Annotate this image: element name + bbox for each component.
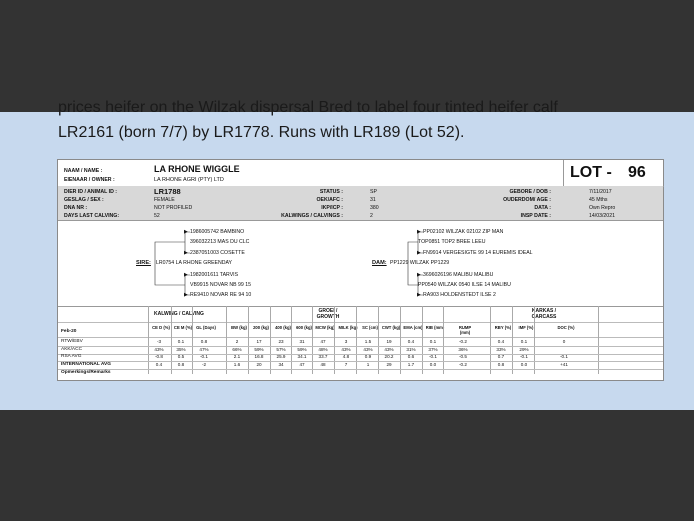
table-cell: 47 — [320, 339, 326, 344]
table-cell: 33.7 — [318, 354, 328, 359]
lot-box — [563, 160, 664, 187]
dam-sire-dam: FN9914 VERGESIGTE 99 14 EUREMIS IDEAL — [423, 250, 533, 256]
column-header: GL (Days) — [196, 325, 216, 330]
table-cell: -0.1 — [429, 354, 437, 359]
animal-id-value: LR1788 — [154, 187, 181, 196]
row-label: INTERNATIONAL AVG — [61, 361, 111, 367]
dam-sire-sire: PP02102 WILZAK 02102 ZIP MAN — [423, 229, 504, 235]
arrow-icon: ▶ — [417, 272, 421, 278]
calvings-label: KALWINGS / CALVINGS : — [281, 213, 343, 219]
pedigree — [58, 220, 663, 307]
status-label: STATUS : — [319, 189, 343, 195]
table-cell: 48% — [318, 346, 328, 352]
days-last-calving-label: DAYS LAST CALVING: — [64, 213, 120, 219]
dob-label: GEBORE / DOB : — [509, 189, 551, 195]
lot-label: LOT - — [570, 164, 612, 181]
table-cell: 0.7 — [497, 354, 505, 359]
sex-value: FEMALE — [154, 197, 175, 203]
table-cell: 0.0 — [520, 361, 528, 367]
table-cell: -0.2 — [459, 361, 467, 367]
table-cell: 0.1 — [520, 339, 528, 344]
column-header: EMA (cm) — [403, 325, 423, 330]
table-cell: 20 — [256, 361, 262, 367]
lot-number: 96 — [628, 164, 646, 181]
sire-name: LR0754 LA RHONE GREENDAY — [156, 260, 233, 266]
table-cell: -0.1 — [560, 354, 568, 359]
table-cell: 23 — [278, 339, 284, 344]
group-header: KALWING / CALVING — [154, 311, 204, 317]
table-cell: 2.1 — [233, 354, 241, 359]
table-cell: 0.6 — [407, 354, 415, 359]
owner-label: EIENAAR / OWNER : — [64, 177, 115, 183]
table-col-rule — [378, 306, 379, 374]
table-col-rule — [356, 306, 357, 374]
owner-name: LA RHONE AGRI (PTY) LTD — [154, 177, 224, 183]
table-cell: 33% — [496, 346, 506, 352]
card-header — [58, 160, 563, 187]
table-rule — [58, 369, 663, 370]
table-cell: 43% — [154, 346, 164, 352]
table-cell: 0.4 — [407, 339, 415, 344]
table-cell: 19 — [386, 339, 392, 344]
table-cell: 43% — [363, 346, 373, 352]
dam-dam-sire: 3696026196 MALIBU MALIBU — [423, 272, 494, 278]
table-cell: 0.1 — [177, 339, 185, 344]
table-cell: 1 — [366, 361, 370, 367]
top-dark-bar — [0, 0, 694, 112]
column-header: 200 (kg) — [253, 325, 269, 330]
dna-label: DNA NR : — [64, 205, 88, 211]
sire-dam: VB9915 NOVAR NB 99 15 — [190, 282, 252, 288]
arrow-icon: ▶ — [184, 292, 188, 298]
table-cell: 3 — [344, 339, 348, 344]
arrow-icon: ▶ — [417, 250, 421, 256]
table-col-rule — [422, 306, 423, 374]
sire-dam-sire: 1982001611 TARVIS — [190, 272, 239, 278]
column-header: 400 (kg) — [275, 325, 291, 330]
table-cell: -3 — [156, 339, 162, 344]
table-cell: 0.4 — [155, 361, 163, 367]
table-cell: -2 — [201, 361, 207, 367]
icp-value: 380 — [370, 205, 379, 211]
table-col-rule — [226, 306, 227, 374]
table-cell: 0.8 — [177, 361, 185, 367]
data-label: DATA : — [534, 205, 551, 211]
bottom-dark-bar — [0, 410, 694, 521]
sire-sire: 396032213 MAS DU CLC — [190, 239, 250, 245]
sire-sire-sire: 1986005742 BAMBINO — [190, 229, 245, 235]
table-cell: 29 — [386, 361, 392, 367]
column-header: CE M (%) — [173, 325, 193, 330]
dam-sire: TOP0851 TOP2 BREE LEEU — [418, 239, 486, 245]
table-col-rule — [312, 306, 313, 374]
table-col-rule — [400, 306, 401, 374]
table-col-rule — [291, 306, 292, 374]
dam-name: PP1229 WILZAK PP1229 — [390, 260, 450, 266]
table-cell: 0 — [562, 339, 566, 344]
dna-value: NOT PROFILED — [154, 205, 193, 211]
table-col-rule — [148, 306, 149, 374]
column-header: MILK (kg) — [338, 325, 358, 330]
table-cell: -0.2 — [459, 339, 467, 344]
caption-text: LR2161 (born 7/7) by LR1778. Runs with LR189 (Lot 52). — [58, 124, 465, 141]
insp-date-label: INSP DATE : — [520, 213, 551, 219]
sex-label: GESLAG / SEX : — [64, 197, 104, 203]
name-label: NAAM / NAME : — [64, 168, 103, 174]
column-header: RUMP (mm) — [458, 325, 472, 335]
table-cell: 47% — [199, 346, 209, 352]
arrow-icon: ▶ — [184, 272, 188, 278]
table-cell: -0.8 — [155, 354, 163, 359]
table-cell: 25.9 — [276, 354, 286, 359]
table-cell: 0.5 — [177, 354, 185, 359]
table-cell: 37% — [428, 346, 438, 352]
days-last-calving-value: 52 — [154, 213, 160, 219]
table-cell: 31% — [406, 346, 416, 352]
table-col-rule — [490, 306, 491, 374]
animal-details — [58, 186, 663, 221]
table-cell: -0.1 — [200, 354, 208, 359]
column-header: MCW (kg) — [315, 325, 335, 330]
status-value: SP — [370, 189, 377, 195]
table-cell: +41 — [560, 361, 568, 367]
table-cell: 29% — [519, 346, 529, 352]
table-cell: 2 — [235, 339, 239, 344]
sire-label: SIRE: — [136, 260, 151, 266]
table-cell: 0.9 — [364, 354, 372, 359]
row-label: RTW/EBV — [61, 339, 83, 344]
row-label: RSA AVG — [61, 354, 82, 359]
column-header: RIB (mm) — [425, 325, 445, 330]
table-cell: -0.5 — [459, 354, 467, 359]
table-cell: 0.8 — [497, 361, 505, 367]
arrow-icon: ▶ — [417, 229, 421, 235]
table-col-rule — [171, 306, 172, 374]
table-cell: 31 — [299, 339, 305, 344]
table-cell: 1.7 — [407, 361, 415, 367]
ebv-table — [58, 306, 663, 382]
table-cell: 0.1 — [429, 339, 437, 344]
column-header: IMF (%) — [518, 325, 534, 330]
dam-label: DAM: — [372, 260, 387, 266]
row-label: AKK/ACC — [61, 346, 83, 352]
table-col-rule — [443, 306, 444, 374]
column-header: CWT (kg) — [381, 325, 401, 330]
table-cell: 7 — [344, 361, 348, 367]
column-header: SC (cm) — [362, 325, 378, 330]
table-cell: 34.1 — [297, 354, 307, 359]
table-cell: 0.4 — [497, 339, 505, 344]
sire-sire-dam: 2387051003 COSETTE — [190, 250, 245, 256]
animal-name: LA RHONE WIGGLE — [154, 164, 240, 174]
table-cell: 48 — [320, 361, 326, 367]
cut-off-text-line: prices heifer on the Wilzak dispersal Bred to label four tinted heifer calf — [58, 99, 558, 116]
table-cell: 20.2 — [384, 354, 394, 359]
table-cell: 59% — [254, 346, 264, 352]
animal-id-label: DIER ID / ANIMAL ID : — [64, 189, 118, 195]
table-cell: -0.1 — [520, 354, 528, 359]
table-cell: 47 — [299, 361, 305, 367]
column-header: DOC (%) — [557, 325, 575, 330]
group-header: GROEI / GROWTH — [316, 308, 340, 320]
remarks-label: Opmerkings/Remarks — [61, 370, 111, 375]
table-cell: 35% — [176, 346, 186, 352]
table-col-rule — [270, 306, 271, 374]
data-value: Own Repro — [589, 205, 616, 211]
column-header: 600 (kg) — [296, 325, 312, 330]
first-col-header: Feb-20 — [61, 329, 77, 334]
table-col-rule — [598, 306, 599, 374]
table-cell: 1.5 — [364, 339, 372, 344]
column-header: CE D (%) — [152, 325, 170, 330]
table-cell: 0.8 — [200, 339, 208, 344]
table-cell: 59% — [297, 346, 307, 352]
table-cell: 43% — [384, 346, 394, 352]
column-header: BW (kg) — [231, 325, 247, 330]
dob-value: 7/11/2017 — [589, 189, 612, 195]
lot-card — [57, 159, 664, 381]
table-cell: 1.6 — [233, 361, 241, 367]
table-cell: 0.0 — [429, 361, 437, 367]
table-cell: 66% — [232, 346, 242, 352]
calvings-value: 2 — [370, 213, 373, 219]
age-value: 45 Mths — [589, 197, 608, 203]
table-col-rule — [334, 306, 335, 374]
table-col-rule — [534, 306, 535, 374]
table-col-rule — [512, 306, 513, 374]
dam-dam-dam: RA903 HOLDENSTEDT ILSE 2 — [423, 292, 496, 298]
table-cell: 4.8 — [342, 354, 350, 359]
group-header: KARKAS / CARCASS — [531, 308, 557, 320]
table-cell: 34 — [278, 361, 284, 367]
table-col-rule — [248, 306, 249, 374]
table-col-rule — [192, 306, 193, 374]
afc-label: OEK/AFC : — [316, 197, 343, 203]
arrow-icon: ▶ — [184, 229, 188, 235]
dam-dam: PP0540 WILZAK 0540 ILSE 14 MALIBU — [418, 282, 511, 288]
table-cell: 16.8 — [254, 354, 264, 359]
arrow-icon: ▶ — [184, 250, 188, 256]
arrow-icon: ▶ — [417, 292, 421, 298]
afc-value: 31 — [370, 197, 376, 203]
sire-dam-dam: RE9410 NOVAR RE 94 10 — [190, 292, 252, 298]
table-cell: 57% — [276, 346, 286, 352]
table-cell: 36% — [458, 346, 468, 352]
table-cell: 43% — [341, 346, 351, 352]
icp-label: IKP/ICP : — [321, 205, 343, 211]
column-header: RBY (%) — [494, 325, 512, 330]
age-label: OUDERDOM/ AGE : — [503, 197, 551, 203]
document-panel — [0, 99, 694, 410]
insp-date-value: 14/03/2021 — [589, 213, 615, 219]
table-cell: 17 — [256, 339, 262, 344]
